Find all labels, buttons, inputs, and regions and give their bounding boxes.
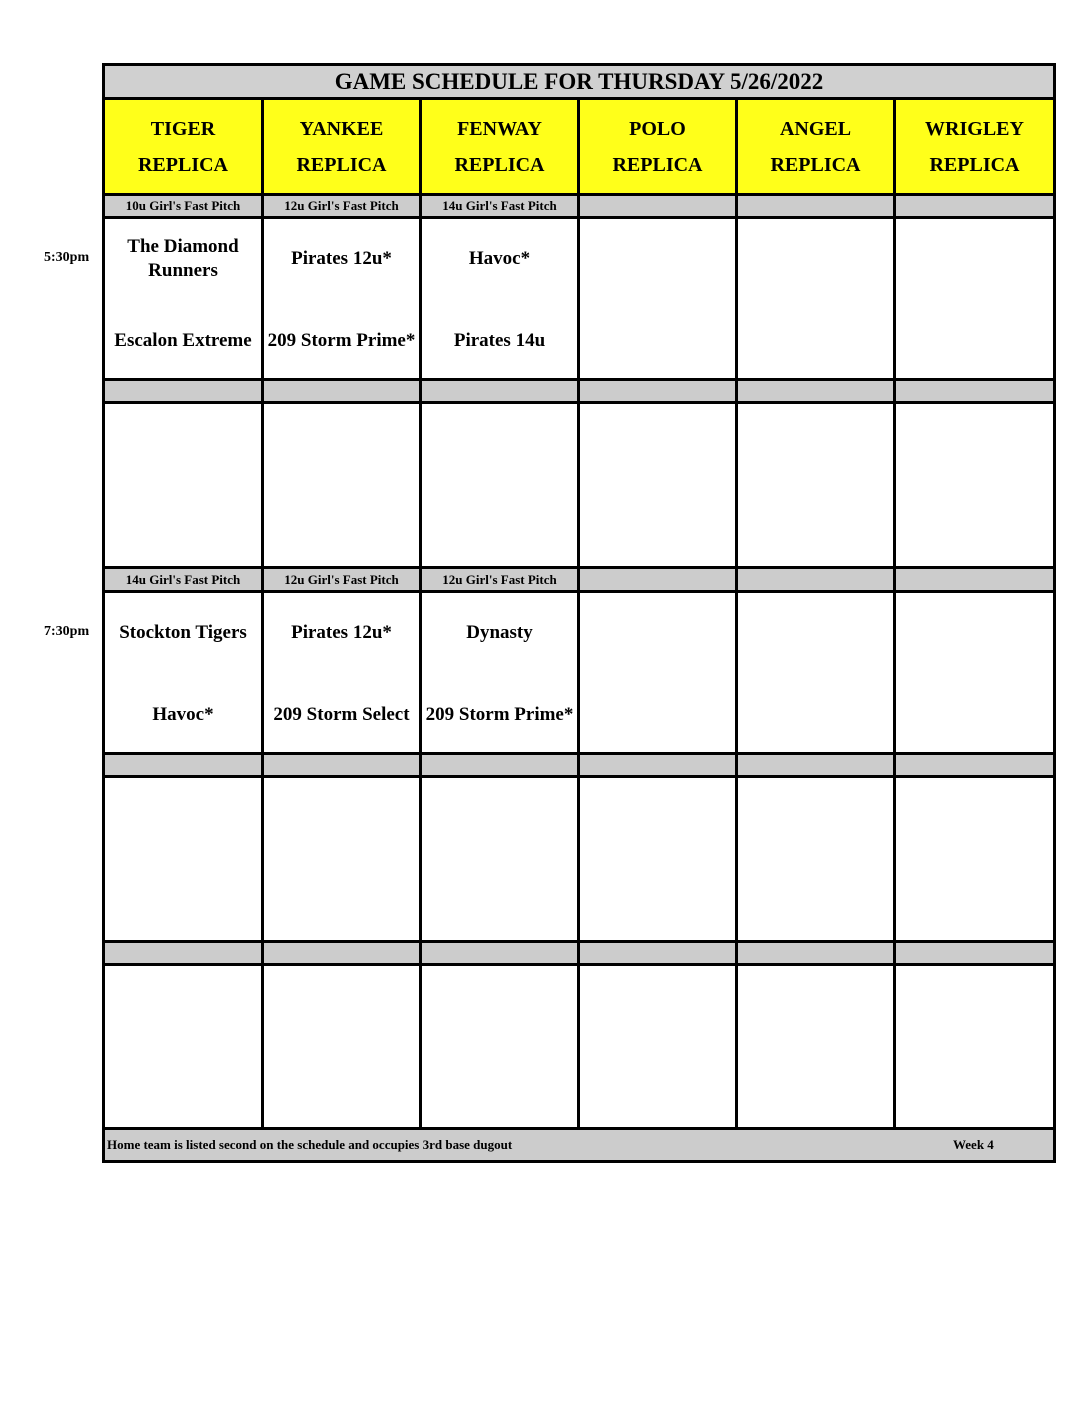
away-team: Pirates 12u* xyxy=(291,622,392,643)
game-row-2 xyxy=(105,404,1053,566)
field-header-3 xyxy=(422,100,580,193)
time-label-slot-1: 5:30pm xyxy=(44,250,90,265)
game-cell xyxy=(264,219,422,378)
game-cell xyxy=(105,404,264,566)
division-label xyxy=(738,755,896,775)
game-cell xyxy=(896,219,1053,378)
division-row-2 xyxy=(105,381,1053,401)
game-cell xyxy=(738,404,896,566)
division-label xyxy=(896,943,1053,963)
field-sub: REPLICA xyxy=(454,153,545,176)
game-cell xyxy=(896,966,1053,1127)
game-cell xyxy=(105,593,264,752)
division-label xyxy=(738,381,896,401)
home-team: 209 Storm Prime* xyxy=(267,330,416,351)
game-cell xyxy=(580,778,738,940)
field-name: ANGEL xyxy=(779,117,852,140)
game-cell xyxy=(105,966,264,1127)
game-cell xyxy=(422,404,580,566)
division-label: 14u Girl's Fast Pitch xyxy=(422,196,580,216)
division-label xyxy=(580,569,738,590)
game-cell xyxy=(422,778,580,940)
division-label xyxy=(264,755,422,775)
game-cell xyxy=(896,593,1053,752)
game-cell xyxy=(580,593,738,752)
division-label xyxy=(264,943,422,963)
game-row-3 xyxy=(105,593,1053,752)
division-label: 12u Girl's Fast Pitch xyxy=(422,569,580,590)
game-cell xyxy=(580,966,738,1127)
home-team: 209 Storm Prime* xyxy=(425,704,574,725)
footer-row xyxy=(105,1130,1053,1160)
field-sub: REPLICA xyxy=(770,153,861,176)
page-title: GAME SCHEDULE FOR THURSDAY 5/26/2022 xyxy=(334,68,824,94)
division-label xyxy=(738,196,896,216)
footer-note: Home team is listed second on the schedule and occupies 3rd base dugout xyxy=(107,1137,513,1152)
home-team: Escalon Extreme xyxy=(114,330,252,351)
division-row-3 xyxy=(105,569,1053,590)
division-label xyxy=(105,381,264,401)
division-row-1 xyxy=(105,196,1053,216)
field-sub: REPLICA xyxy=(929,153,1020,176)
schedule-sheet xyxy=(102,63,1056,1163)
home-team: 209 Storm Select xyxy=(273,704,410,725)
game-cell xyxy=(264,966,422,1127)
game-cell xyxy=(105,778,264,940)
division-label xyxy=(896,381,1053,401)
division-label xyxy=(896,196,1053,216)
game-cell xyxy=(422,966,580,1127)
division-label: 10u Girl's Fast Pitch xyxy=(105,196,264,216)
division-label xyxy=(422,381,580,401)
division-label xyxy=(580,755,738,775)
division-label: 12u Girl's Fast Pitch xyxy=(264,196,422,216)
away-team: Stockton Tigers xyxy=(119,622,247,643)
game-cell xyxy=(264,593,422,752)
division-label xyxy=(422,755,580,775)
game-cell xyxy=(422,219,580,378)
game-cell xyxy=(738,778,896,940)
away-team: The Diamond Runners xyxy=(127,236,239,281)
game-cell xyxy=(738,966,896,1127)
field-sub: REPLICA xyxy=(296,153,387,176)
division-row-4 xyxy=(105,755,1053,775)
field-name: POLO xyxy=(629,117,686,140)
field-name: WRIGLEY xyxy=(925,117,1024,140)
game-cell xyxy=(580,219,738,378)
game-row-5 xyxy=(105,966,1053,1127)
division-label: 14u Girl's Fast Pitch xyxy=(105,569,264,590)
home-team: Havoc* xyxy=(152,704,214,725)
field-sub: REPLICA xyxy=(612,153,703,176)
division-label xyxy=(580,943,738,963)
division-label xyxy=(738,569,896,590)
game-cell xyxy=(580,404,738,566)
game-cell xyxy=(422,593,580,752)
division-label xyxy=(738,943,896,963)
time-label-slot-3: 7:30pm xyxy=(44,624,90,639)
division-label xyxy=(896,755,1053,775)
division-label xyxy=(264,381,422,401)
title-row xyxy=(105,66,1053,97)
division-label xyxy=(896,569,1053,590)
game-cell xyxy=(105,219,264,378)
game-row-1 xyxy=(105,219,1053,378)
division-label xyxy=(105,755,264,775)
field-sub: REPLICA xyxy=(137,153,228,176)
away-team: Pirates 12u* xyxy=(291,248,392,269)
game-row-4 xyxy=(105,778,1053,940)
game-cell xyxy=(896,404,1053,566)
division-label xyxy=(422,943,580,963)
division-label: 12u Girl's Fast Pitch xyxy=(264,569,422,590)
division-label xyxy=(580,196,738,216)
field-name: TIGER xyxy=(150,117,216,140)
home-team: Pirates 14u xyxy=(453,330,546,351)
game-cell xyxy=(264,404,422,566)
field-header-row xyxy=(105,100,1053,193)
field-header-1 xyxy=(105,100,264,193)
week-label: Week 4 xyxy=(953,1137,994,1152)
field-name: YANKEE xyxy=(299,117,384,140)
game-cell xyxy=(896,778,1053,940)
field-header-2 xyxy=(264,100,422,193)
away-team: Dynasty xyxy=(466,622,533,643)
away-team: Havoc* xyxy=(468,248,531,269)
game-cell xyxy=(738,593,896,752)
field-name: FENWAY xyxy=(457,117,542,140)
field-header-4 xyxy=(580,100,738,193)
game-cell xyxy=(264,778,422,940)
division-row-5 xyxy=(105,943,1053,963)
field-header-5 xyxy=(738,100,896,193)
division-label xyxy=(105,943,264,963)
division-label xyxy=(580,381,738,401)
field-header-6 xyxy=(896,100,1053,193)
game-cell xyxy=(738,219,896,378)
